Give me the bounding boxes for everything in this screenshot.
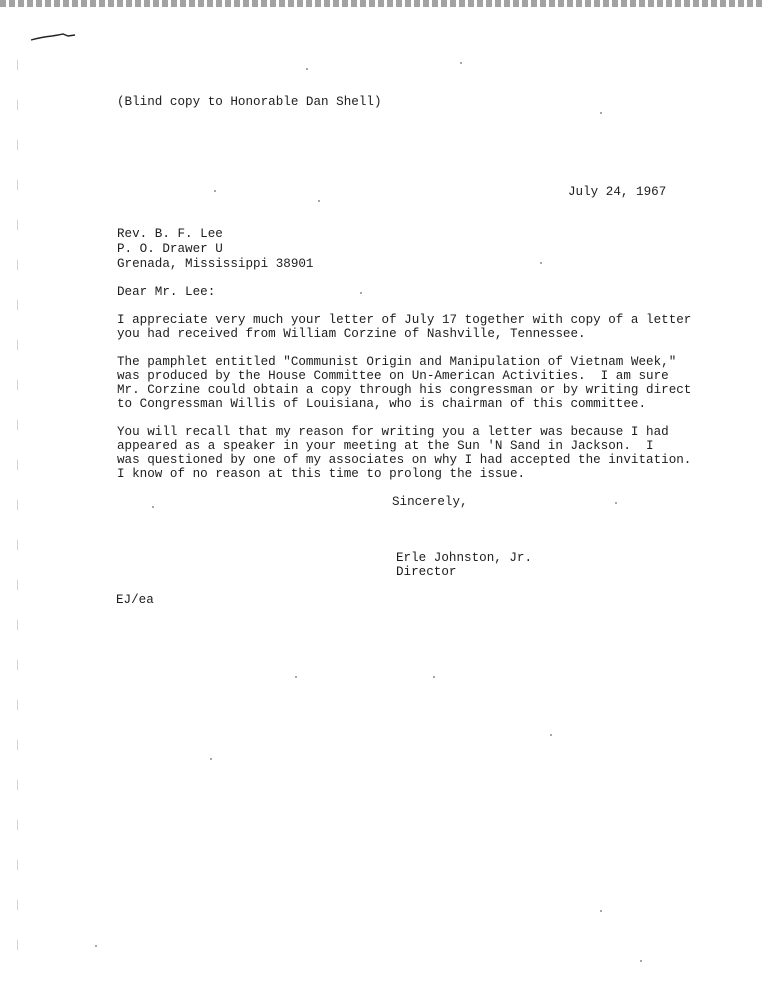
paragraph-2-line-4: to Congressman Willis of Louisiana, who is chairman of this committee. (117, 397, 647, 411)
paragraph-2-line-3: Mr. Corzine could obtain a copy through his congressman or by writing direct (117, 383, 692, 397)
letter-date: July 24, 1967 (568, 185, 667, 199)
signature-title: Director (396, 565, 457, 579)
paragraph-3-line-4: I know of no reason at this time to prolong the issue. (117, 467, 526, 481)
salutation: Dear Mr. Lee: (117, 285, 216, 299)
scan-speck (615, 502, 617, 504)
pen-mark (30, 33, 76, 41)
left-margin-marks (17, 60, 18, 980)
scan-speck (95, 945, 97, 947)
scan-speck (214, 190, 216, 192)
paragraph-3-line-3: was questioned by one of my associates on why I had accepted the invitation. (117, 453, 692, 467)
perforated-top-edge (0, 0, 763, 7)
blind-copy-note: (Blind copy to Honorable Dan Shell) (117, 95, 382, 109)
paragraph-2-line-2: was produced by the House Committee on Un-American Activities. I am sure (117, 369, 669, 383)
scan-speck (152, 506, 154, 508)
scan-speck (460, 62, 462, 64)
scan-speck (318, 200, 320, 202)
recipient-address-line2: Grenada, Mississippi 38901 (117, 257, 314, 271)
paragraph-3-line-1: You will recall that my reason for writing you a letter was because I had (117, 425, 669, 439)
paragraph-1-line-1: I appreciate very much your letter of July 17 together with copy of a letter (117, 313, 692, 327)
scan-speck (295, 676, 297, 678)
scan-speck (550, 734, 552, 736)
recipient-address-line1: P. O. Drawer U (117, 242, 223, 256)
closing: Sincerely, (392, 495, 468, 509)
signature-name: Erle Johnston, Jr. (396, 551, 533, 565)
paragraph-2-line-1: The pamphlet entitled "Communist Origin and Manipulation of Vietnam Week," (117, 355, 677, 369)
paragraph-1-line-2: you had received from William Corzine of Nashville, Tennessee. (117, 327, 586, 341)
scan-speck (360, 292, 362, 294)
recipient-name: Rev. B. F. Lee (117, 227, 223, 241)
scan-speck (306, 68, 308, 70)
scan-speck (600, 112, 602, 114)
scan-speck (433, 676, 435, 678)
paragraph-3-line-2: appeared as a speaker in your meeting at the Sun 'N Sand in Jackson. I (117, 439, 654, 453)
scan-speck (640, 960, 642, 962)
scan-speck (210, 758, 212, 760)
scan-speck (540, 262, 542, 264)
typist-initials: EJ/ea (116, 593, 154, 607)
scan-speck (600, 910, 602, 912)
